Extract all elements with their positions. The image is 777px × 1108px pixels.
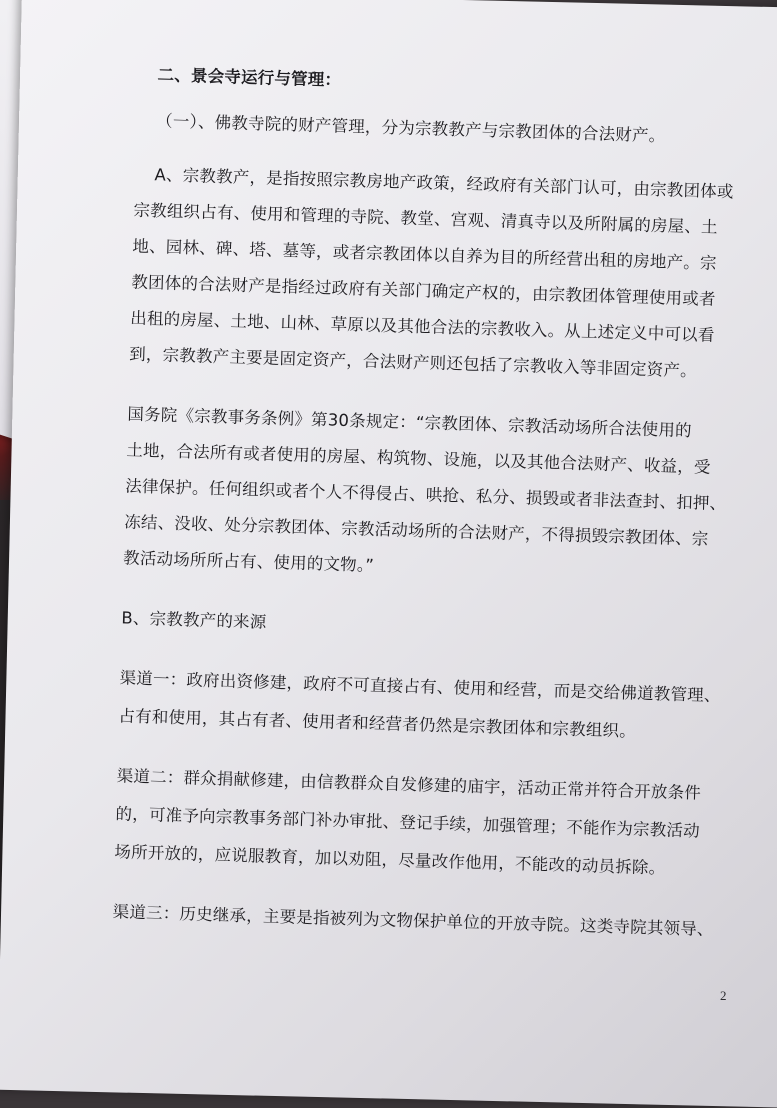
- paragraph-line: 教团体的合法财产是指经过政府有关部门确定产权的，由宗教团体管理使用或者: [131, 272, 716, 309]
- page-number: 2: [720, 988, 727, 1003]
- paragraph-line: 渠道二：群众捐献修建，由信教群众自发修建的庙宇，活动正常并符合开放条件: [116, 766, 702, 803]
- paragraph-line: 教活动场所所占有、使用的文物。”: [122, 548, 375, 575]
- paragraph-line: 冻结、没收、处分宗教团体、宗教活动场所的合法财产，不得损毁宗教团体、宗: [123, 512, 709, 549]
- paragraph-line: （一）、佛教寺院的财产管理，分为宗教教产与宗教团体的合法财产。: [155, 111, 666, 146]
- paragraph-line: 占有和使用，其占有者、使用者和经营者仍然是宗教团体和宗教组织。: [118, 706, 637, 741]
- paragraph-line: 渠道三：历史继承，主要是指被列为文物保护单位的开放寺院。这类寺院其领导、: [112, 902, 714, 940]
- paragraph-line: 渠道一：政府出资修建，政府不可直接占有、使用和经营，而是交给佛道教管理、: [119, 668, 721, 706]
- paragraph-line: 土地，合法所有或者使用的房屋、构筑物、设施，以及其他合法财产、收益，受: [126, 440, 711, 477]
- paragraph-line: 出租的房屋、土地、山林、草原以及其他合法的宗教收入。从上述定义中可以看: [130, 308, 715, 345]
- paragraph-line: 国务院《宗教事务条例》第30条规定：“宗教团体、宗教活动场所合法使用的: [127, 404, 693, 441]
- paragraph-line: 的，可准予向宗教事务部门补办审批、登记手续，加强管理；不能作为宗教活动: [115, 804, 701, 841]
- subheading: B、宗教教产的来源: [121, 608, 267, 632]
- paragraph-line: 到，宗教教产主要是固定资产，合法财产则还包括了宗教收入等非固定资产。: [128, 344, 698, 381]
- paragraph-line: 宗教组织占有、使用和管理的寺院、教堂、宫观、清真寺以及所附属的房屋、土: [133, 200, 719, 237]
- paragraph-line: 地、园林、碑、塔、墓等，或者宗教团体以自养为目的所经营出租的房地产。宗: [132, 236, 717, 273]
- paragraph-line: 法律保护。任何组织或者个人不得侵占、哄抢、私分、损毁或者非法查封、扣押、: [125, 476, 727, 514]
- paragraph-line: A、宗教教产，是指按照宗教房地产政策，经政府有关部门认可，由宗教团体或: [154, 165, 734, 202]
- section-heading: 二、景会寺运行与管理：: [157, 65, 342, 90]
- paragraph-line: 场所开放的，应说服教育，加以劝阻，尽量改作他用，不能改的动员拆除。: [114, 842, 666, 878]
